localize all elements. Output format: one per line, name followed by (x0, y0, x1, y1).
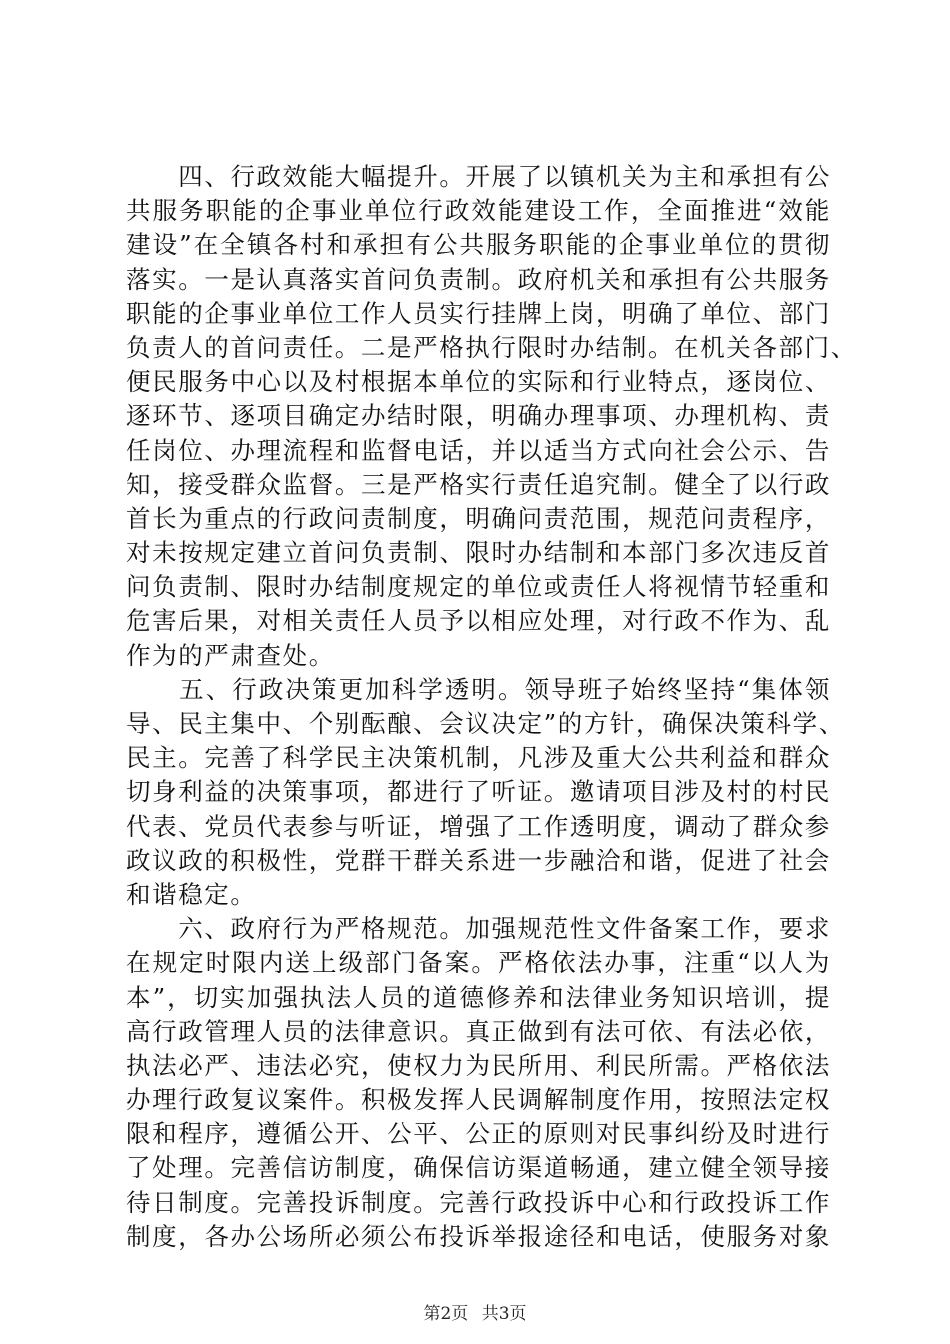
text-line: 民主。完善了科学民主决策机制，凡涉及重大公共利益和群众 (126, 743, 831, 773)
paragraph (126, 160, 857, 673)
text-line: 代表、党员代表参与听证，增强了工作透明度，调动了群众参 (126, 811, 831, 841)
text-line: 作为的严肃查处。 (126, 640, 335, 670)
text-line: 职能的企事业单位工作人员实行挂牌上岗，明确了单位、部门 (126, 298, 831, 328)
text-line: 四、行政效能大幅提升。开展了以镇机关为主和承担有公 (126, 162, 831, 191)
text-line: 任岗位、办理流程和监督电话，并以适当方式向社会公示、告 (126, 435, 831, 465)
text-line: 问负责制、限时办结制度规定的单位或责任人将视情节轻重和 (126, 572, 831, 602)
text-line: 执法必严、违法必究，使权力为民所用、利民所需。严格依法 (126, 1050, 831, 1080)
page-total: 共3页 (481, 1304, 527, 1324)
text-line: 危害后果，对相关责任人员予以相应处理，对行政不作为、乱 (126, 606, 831, 636)
text-line: 落实。一是认真落实首问负责制。政府机关和承担有公共服务 (126, 264, 831, 294)
text-line: 限和程序，遵循公开、公平、公正的原则对民事纠纷及时进行 (126, 1119, 831, 1149)
text-line: 六、政府行为严格规范。加强规范性文件备案工作，要求 (126, 914, 831, 944)
text-line: 办理行政复议案件。积极发挥人民调解制度作用，按照法定权 (126, 1085, 831, 1115)
text-line: 建设”在全镇各村和承担有公共服务职能的企事业单位的贯彻 (126, 230, 831, 260)
text-line: 首长为重点的行政问责制度，明确问责范围，规范问责程序， (126, 503, 831, 533)
text-line: 逐环节、逐项目确定办结时限，明确办理事项、办理机构、责 (126, 401, 831, 431)
text-line: 便民服务中心以及村根据本单位的实际和行业特点，逐岗位、 (126, 367, 831, 397)
text-line: 五、行政决策更加科学透明。领导班子始终坚持“集体领 (126, 674, 831, 704)
text-line: 和谐稳定。 (126, 879, 257, 909)
text-line: 高行政管理人员的法律意识。真正做到有法可依、有法必依， (126, 1016, 831, 1046)
text-line: 导、民主集中、个别酝酿、会议决定”的方针，确保决策科学、 (126, 709, 845, 738)
text-line: 了处理。完善信访制度，确保信访渠道畅通，建立健全领导接 (126, 1153, 831, 1183)
text-line: 在规定时限内送上级部门备案。严格依法办事，注重“以人为 (126, 948, 831, 978)
text-line: 政议政的积极性，党群干群关系进一步融洽和谐，促进了社会 (126, 845, 831, 875)
paragraph (126, 912, 831, 1254)
text-line: 待日制度。完善投诉制度。完善行政投诉中心和行政投诉工作 (126, 1187, 831, 1217)
text-line: 制度，各办公场所必须公布投诉举报途径和电话，使服务对象 (126, 1221, 831, 1251)
text-line: 本”，切实加强执法人员的道德修养和法律业务知识培训，提 (126, 982, 831, 1012)
text-line: 共服务职能的企事业单位行政效能建设工作，全面推进“效能 (126, 196, 831, 226)
text-line: 切身利益的决策事项，都进行了听证。邀请项目涉及村的村民 (126, 777, 831, 807)
page-footer (0, 1299, 950, 1324)
text-line: 知，接受群众监督。三是严格实行责任追究制。健全了以行政 (126, 469, 831, 499)
text-line: 负责人的首问责任。二是严格执行限时办结制。在机关各部门、 (126, 332, 857, 362)
paragraph (126, 673, 845, 912)
document-body (126, 160, 857, 1254)
text-line: 对未按规定建立首问负责制、限时办结制和本部门多次违反首 (126, 538, 831, 568)
page-number: 第2页 (423, 1304, 469, 1324)
